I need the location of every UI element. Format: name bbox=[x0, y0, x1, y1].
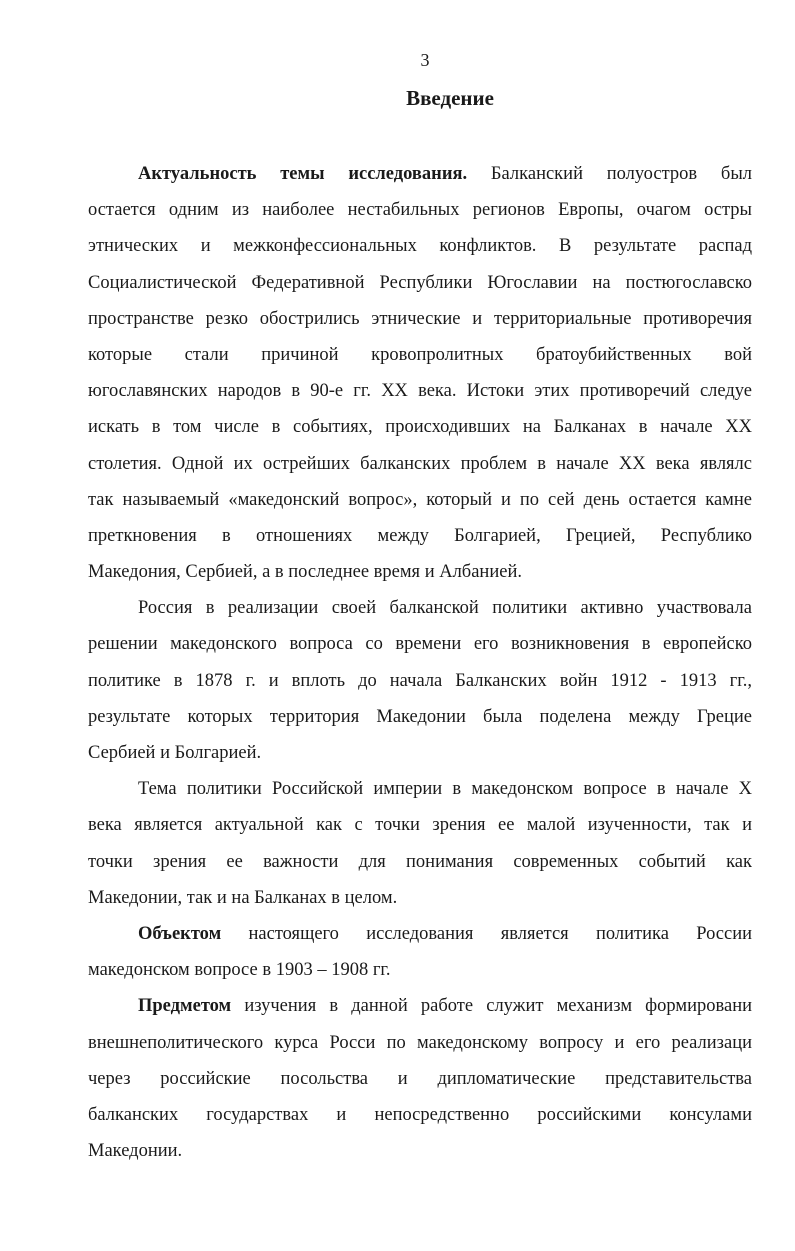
text-line: македонском вопросе в 1903 – 1908 гг. bbox=[88, 960, 391, 981]
lead-phrase: Объектом bbox=[138, 923, 222, 944]
text-line: внешнеполитического курса Росси по македонскому вопросу и его реализаци bbox=[88, 1032, 752, 1053]
text-line: через российские посольства и дипломатические представительства bbox=[88, 1068, 752, 1089]
text-line: балканских государствах и непосредственно российскими консулами bbox=[88, 1104, 752, 1125]
text-line: результате которых территория Македонии была поделена между Грецие bbox=[88, 706, 752, 727]
paragraph-subject bbox=[88, 988, 752, 1169]
text-line: Сербией и Болгарией. bbox=[88, 743, 262, 763]
text-line: остается одним из наиболее нестабильных регионов Европы, очагом остры bbox=[88, 200, 752, 221]
text-line: решении македонского вопроса со времени его возникновения в европейско bbox=[88, 634, 752, 655]
text-line: Объектом настоящего исследования является политика России bbox=[138, 923, 752, 944]
lead-phrase: Предметом bbox=[138, 996, 232, 1017]
text-line: Актуальность темы исследования. Балканский полуостров был bbox=[138, 164, 752, 184]
text-line: политике в 1878 г. и вплоть до начала Балканских войн 1912 - 1913 гг., bbox=[88, 670, 752, 691]
text-line: этнических и межконфессиональных конфликтов. В результате распад bbox=[88, 236, 752, 257]
text-line: Социалистической Федеративной Республики Югославии на постюгославско bbox=[88, 272, 752, 293]
text-line: Тема политики Российской империи в македонском вопросе в начале Х bbox=[138, 779, 752, 800]
text-line: преткновения в отношениях между Болгарией, Грецией, Республико bbox=[88, 525, 752, 546]
text-line: югославянских народов в 90-е гг. XX века. Истоки этих противоречий следуе bbox=[88, 381, 752, 402]
text-line: искать в том числе в событиях, происходивших на Балканах в начале XX bbox=[88, 417, 752, 438]
paragraph-russia-policy bbox=[88, 590, 752, 771]
text-line: которые стали причиной кровопролитных братоубийственных вой bbox=[88, 344, 752, 365]
text-line: точки зрения ее важности для понимания современных событий как bbox=[88, 851, 752, 872]
paragraph-relevance bbox=[88, 156, 752, 590]
text-line: Македония, Сербией, а в последнее время и Албанией. bbox=[88, 562, 522, 583]
text-line: так называемый «македонский вопрос», который и по сей день остается камне bbox=[88, 489, 752, 510]
text-line: столетия. Одной их острейших балканских проблем в начале XX века являлс bbox=[88, 453, 752, 474]
text-line: века является актуальной как с точки зрения ее малой изученности, так и bbox=[88, 815, 752, 836]
text-line: Россия в реализации своей балканской политики активно участвовала bbox=[138, 598, 752, 619]
page-title: Введение bbox=[406, 86, 494, 110]
text-line: Македонии. bbox=[88, 1141, 183, 1162]
text-line: пространстве резко обострились этнические и территориальные противоречия bbox=[88, 308, 752, 329]
paragraph-object bbox=[88, 916, 752, 988]
paragraph-topic bbox=[88, 771, 752, 916]
document-body bbox=[88, 156, 752, 1176]
text-line: Македонии, так и на Балканах в целом. bbox=[88, 887, 398, 908]
text-line: Предметом изучения в данной работе служит механизм формировани bbox=[138, 996, 752, 1017]
page-number: 3 bbox=[420, 50, 430, 70]
lead-phrase: Актуальность темы исследования. bbox=[138, 164, 468, 184]
